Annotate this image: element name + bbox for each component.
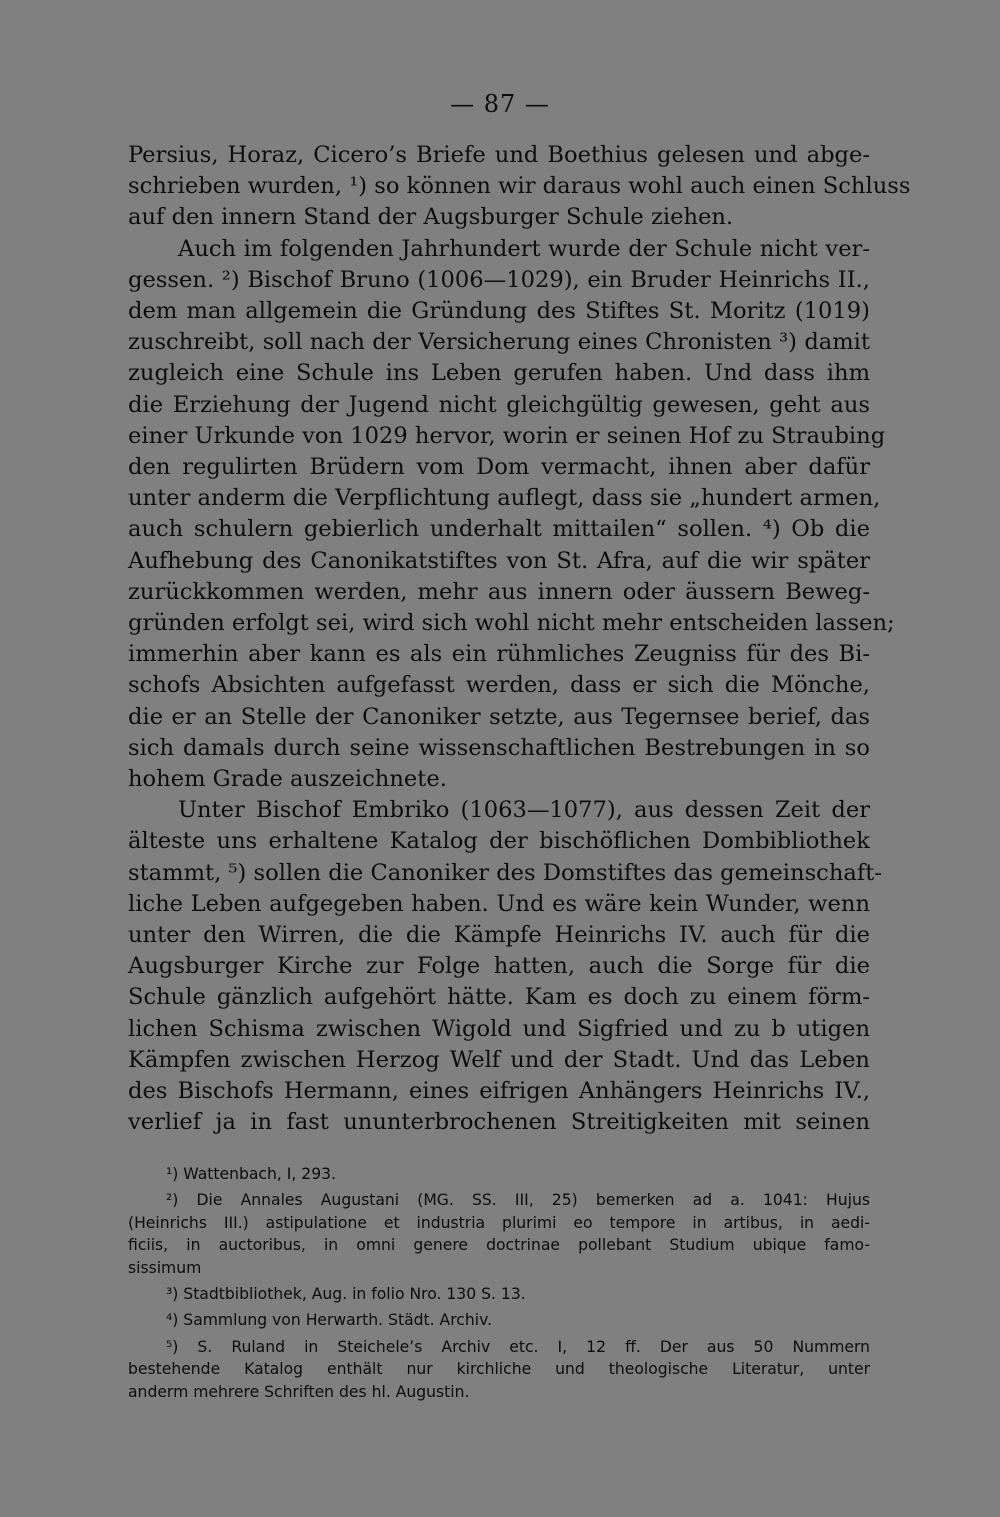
body-line: dem man allgemein die Gründung des Stiftes St. Moritz (1019) — [128, 298, 870, 325]
body-line: gründen erfolgt sei, wird sich wohl nicht mehr entscheiden lassen; — [128, 610, 895, 637]
body-line: Unter Bischof Embriko (1063—1077), aus dessen Zeit der — [178, 797, 870, 824]
page-number: — 87 — — [450, 90, 550, 118]
body-line: Augsburger Kirche zur Folge hatten, auch die Sorge für die — [128, 953, 870, 980]
body-line: Persius, Horaz, Cicero’s Briefe und Boethius gelesen und abge- — [128, 142, 870, 168]
footnote-line: ficiis, in auctoribus, in omni genere doctrinae pollebant Studium ubique famo- — [128, 1236, 870, 1255]
footnote-line: ⁵) S. Ruland in Steichele’s Archiv etc. I, 12 ff. Der aus 50 Nummern — [166, 1337, 870, 1356]
body-line: immerhin aber kann es als ein rühmliches Zeugniss für des Bi- — [128, 641, 870, 668]
body-line: die er an Stelle der Canoniker setzte, aus Tegernsee berief, das — [128, 703, 870, 730]
body-line: Aufhebung des Canonikatstiftes von St. Afra, auf die wir später — [128, 547, 870, 574]
body-line: auch schulern gebierlich underhalt mittailen“ sollen. ⁴) Ob die — [128, 516, 870, 543]
footnote-line: ⁴) Sammlung von Herwarth. Städt. Archiv. — [166, 1311, 493, 1330]
body-line: verlief ja in fast ununterbrochenen Streitigkeiten mit seinen — [128, 1109, 870, 1136]
body-line: zurückkommen werden, mehr aus innern oder äussern Beweg- — [128, 578, 870, 605]
body-line: zuschreibt, soll nach der Versicherung eines Chronisten ³) damit — [128, 329, 870, 356]
body-line: schofs Absichten aufgefasst werden, dass er sich die Mönche, — [128, 672, 870, 699]
body-line: auf den innern Stand der Augsburger Schule ziehen. — [128, 204, 734, 231]
body-line: gessen. ²) Bischof Bruno (1006—1029), ein Bruder Heinrichs II., — [128, 266, 870, 293]
footnote-line: bestehende Katalog enthält nur kirchliche und theologische Literatur, unter — [128, 1360, 870, 1379]
footnote-line: sissimum — [128, 1258, 202, 1277]
footnote — [128, 1283, 870, 1305]
footnote — [128, 1309, 870, 1331]
body-line: schrieben wurden, ¹) so können wir daraus wohl auch einen Schluss — [128, 173, 911, 200]
body-line: sich damals durch seine wissenschaftlichen Bestrebungen in so — [128, 734, 870, 761]
body-line: stammt, ⁵) sollen die Canoniker des Domstiftes das gemeinschaft- — [128, 859, 882, 886]
body-line: einer Urkunde von 1029 hervor, worin er seinen Hof zu Straubing — [128, 422, 886, 449]
footnote-separator — [128, 1153, 870, 1154]
body-line: liche Leben aufgegeben haben. Und es wäre kein Wunder, wenn — [128, 890, 870, 917]
footnote-line: ³) Stadtbibliothek, Aug. in folio Nro. 130 S. 13. — [166, 1285, 526, 1304]
body-line: lichen Schisma zwischen Wigold und Sigfried und zu b utigen — [128, 1015, 870, 1042]
body-line: die Erziehung der Jugend nicht gleichgültig gewesen, geht aus — [128, 391, 870, 418]
footnotes — [128, 1163, 870, 1407]
footnote — [128, 1163, 870, 1185]
body-line: Kämpfen zwischen Herzog Welf und der Stadt. Und das Leben — [128, 1046, 870, 1073]
body-line: unter anderm die Verpflichtung auflegt, dass sie „hundert armen, — [128, 485, 881, 512]
body-line: Schule gänzlich aufgehört hätte. Kam es doch zu einem förm- — [128, 984, 870, 1011]
body-line: zugleich eine Schule ins Leben gerufen haben. Und dass ihm — [128, 360, 870, 387]
body-line: den regulirten Brüdern vom Dom vermacht, ihnen aber dafür — [128, 454, 870, 481]
footnote-line: anderm mehrere Schriften des hl. Augustin. — [128, 1382, 470, 1401]
body-line: hohem Grade auszeichnete. — [128, 766, 447, 793]
footnote — [128, 1189, 870, 1279]
body-line: unter den Wirren, die die Kämpfe Heinrichs IV. auch für die — [128, 922, 870, 949]
body-line: Auch im folgenden Jahrhundert wurde der Schule nicht ver- — [178, 235, 870, 262]
body-line: des Bischofs Hermann, eines eifrigen Anhängers Heinrichs IV., — [128, 1078, 870, 1105]
body-line: älteste uns erhaltene Katalog der bischöflichen Dombibliothek — [128, 828, 870, 855]
footnote-line: ²) Die Annales Augustani (MG. SS. III, 25) bemerken ad a. 1041: Hujus — [166, 1191, 870, 1210]
footnote — [128, 1336, 870, 1403]
footnote-line: (Heinrichs III.) astipulatione et industria plurimi eo tempore in artibus, in aedi- — [128, 1213, 870, 1232]
body-text — [128, 140, 911, 1139]
footnote-line: ¹) Wattenbach, I, 293. — [166, 1165, 337, 1183]
